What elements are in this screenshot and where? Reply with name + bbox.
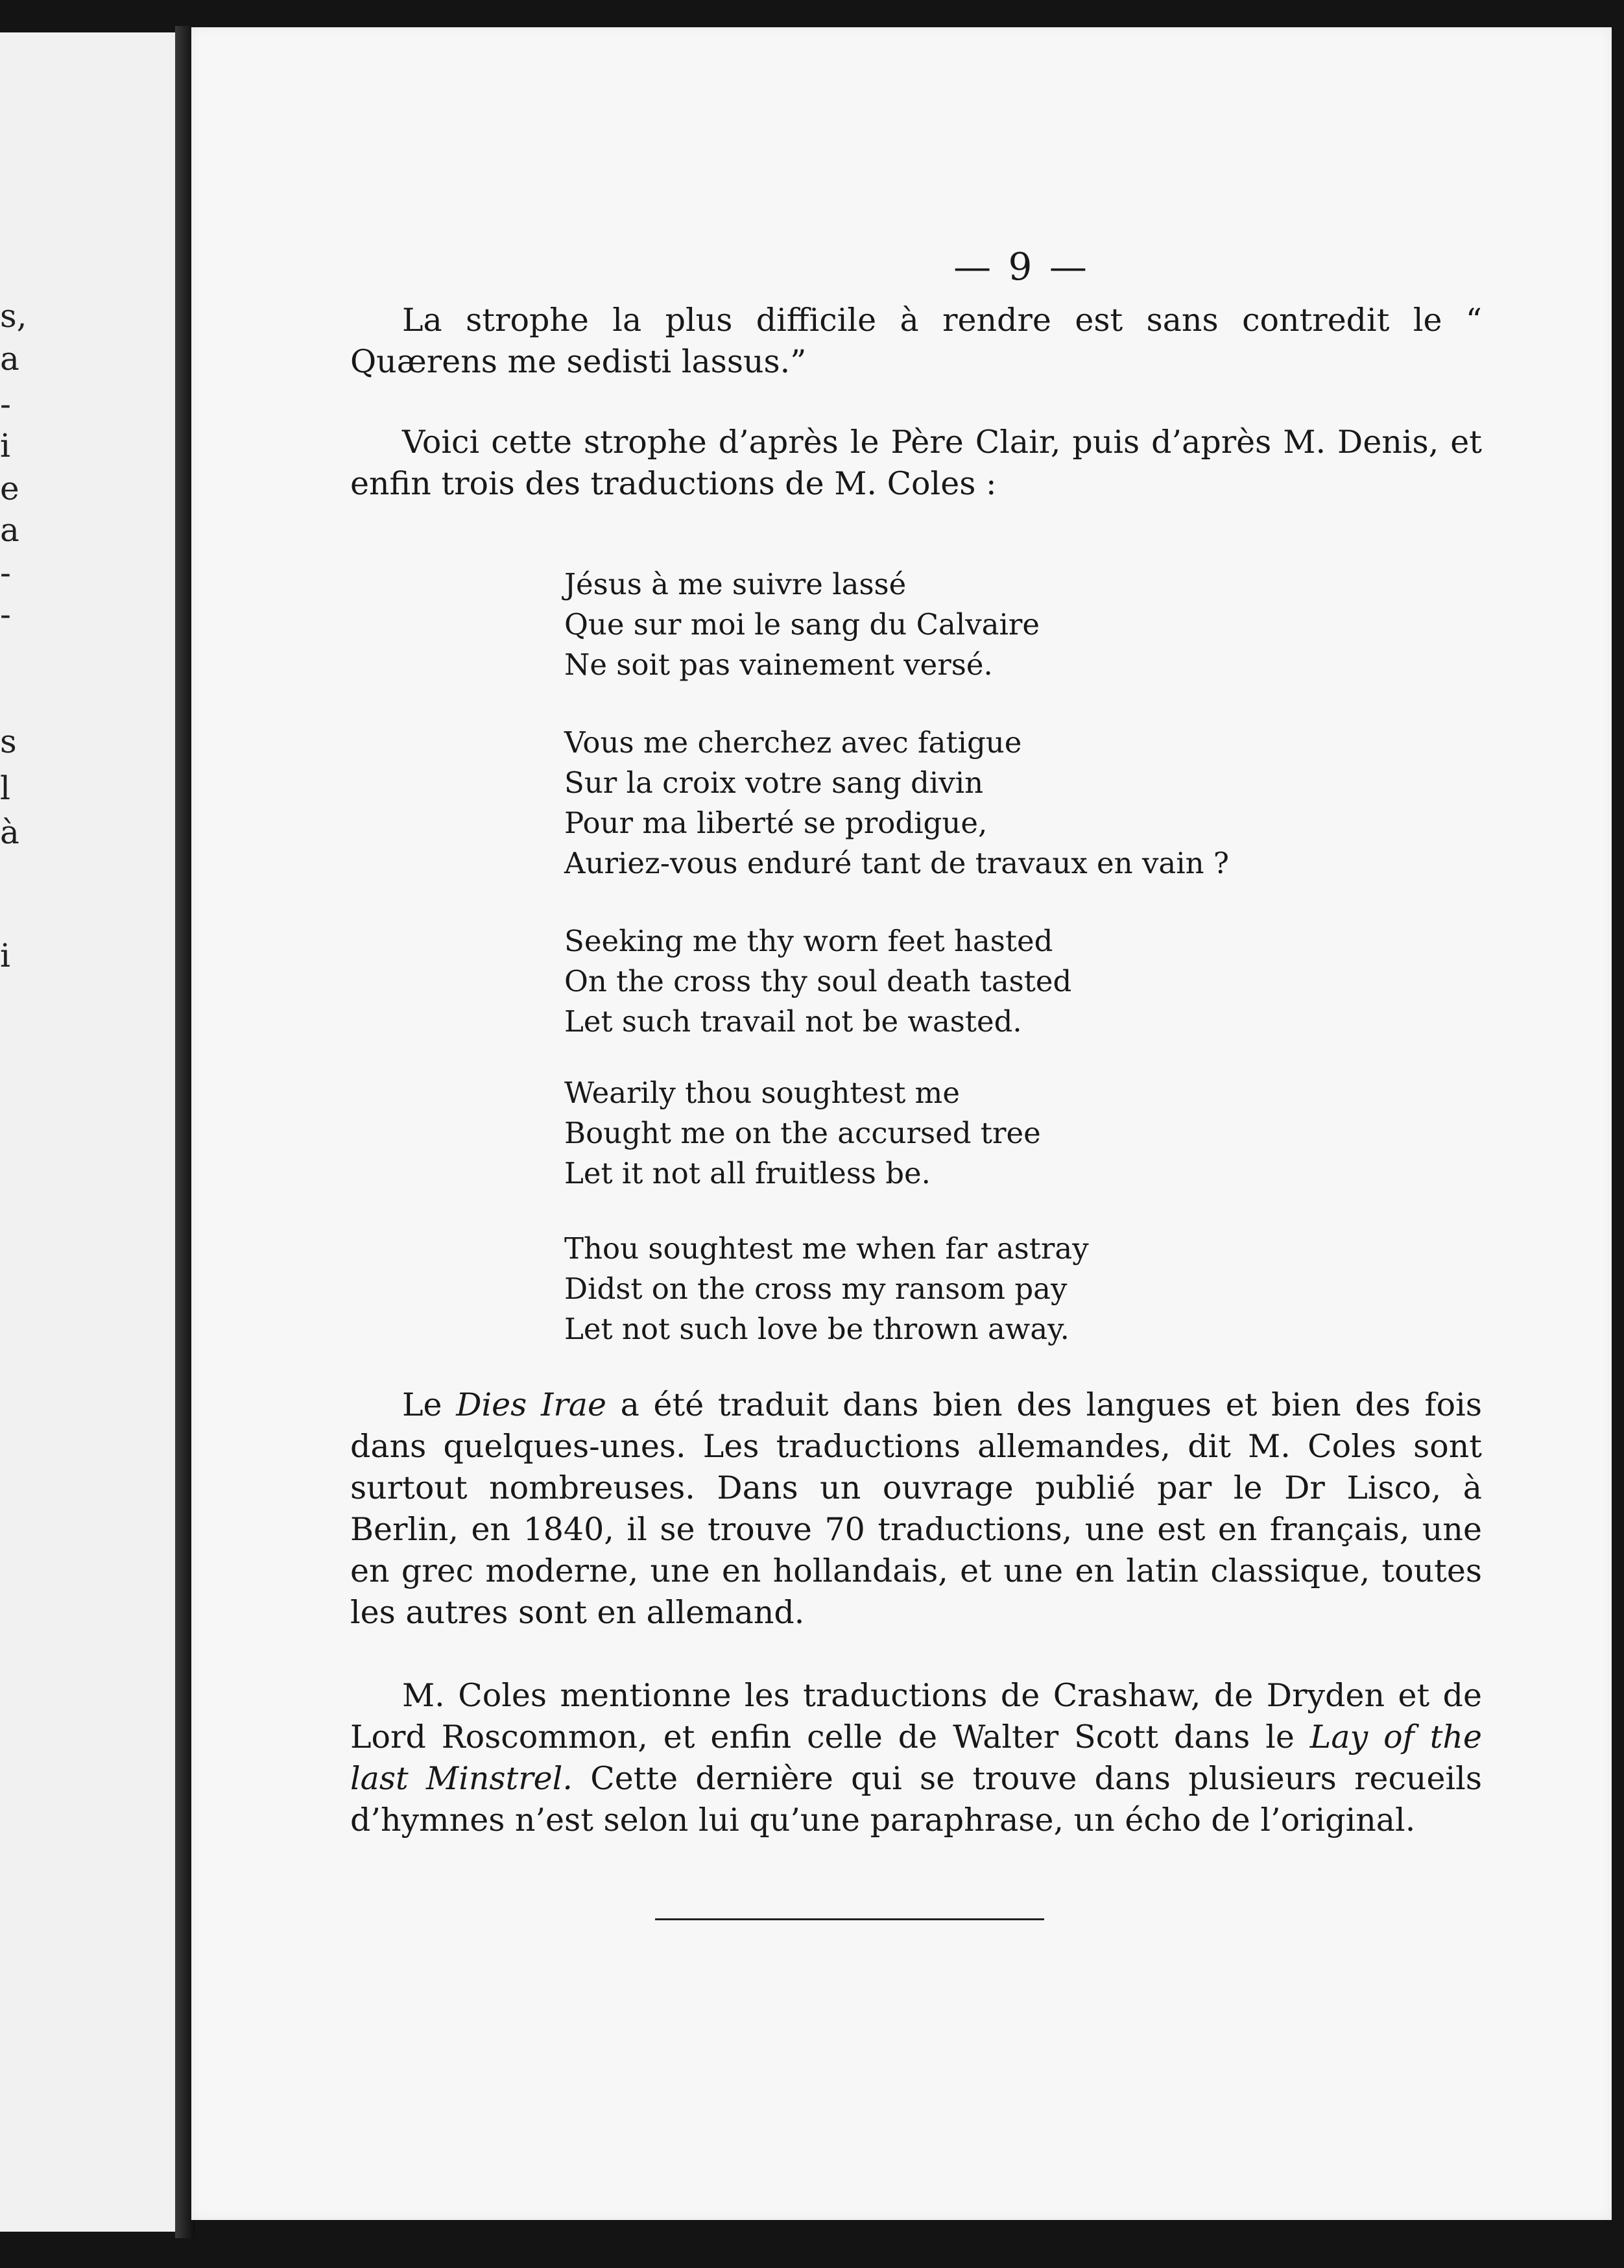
page-number: — 9 — xyxy=(953,245,1090,289)
paragraph-text: a été traduit dans bien des langues et bien des fois dans quelques-unes. Les traductions allemandes, dit M. Coles sont surtout nombreuses. Dans un ouvrage publié par le Dr Lisco, à Berlin, en 1840, il se trouve 70 traductions, une est en français, une en grec moderne, une en hollandais, et une en latin classique, toutes les autres sont en allemand. xyxy=(350,1386,1482,1631)
edge-mark: s, xyxy=(0,297,27,335)
verse-line: Didst on the cross my ransom pay xyxy=(564,1272,1068,1306)
verse-line: Let it not all fruitless be. xyxy=(564,1156,931,1190)
paragraph-text: Voici cette strophe d’après le Père Clair, puis d’après M. Denis, et enfin trois des traductions de M. Coles : xyxy=(350,424,1482,502)
verse-line: On the cross thy soul death tasted xyxy=(564,964,1072,998)
paragraph-italic-title: Dies Irae xyxy=(456,1386,606,1423)
paragraph-text: La strophe la plus difficile à rendre est sans contredit le “ Quærens me sedisti lassus.” xyxy=(350,302,1482,380)
edge-mark: à xyxy=(0,814,19,851)
stanza-coles-3 xyxy=(564,1229,1278,1349)
stanza-m-denis xyxy=(564,723,1278,884)
verse-line: Ne soit pas vainement versé. xyxy=(564,647,993,682)
edge-mark: - xyxy=(0,554,11,592)
edge-mark: e xyxy=(0,470,19,507)
paragraph-strophe-difficulty xyxy=(350,300,1482,383)
stanza-coles-1 xyxy=(564,921,1278,1042)
paragraph-italic-title: Lay of the last Minstrel. xyxy=(350,1719,1482,1797)
edge-mark: a xyxy=(0,511,19,549)
stanza-coles-2 xyxy=(564,1073,1278,1194)
paragraph-text: M. Coles mentionne les traductions de Crashaw, de Dryden et de Lord Roscommon, et enfin celle de Walter Scott dans le xyxy=(350,1677,1482,1755)
paragraph-coles-mentions xyxy=(350,1675,1482,1841)
verse-line: Bought me on the accursed tree xyxy=(564,1116,1041,1150)
page xyxy=(191,27,1612,2220)
verse-line: Let such travail not be wasted. xyxy=(564,1004,1022,1039)
paragraph-text: Cette dernière qui se trouve dans plusieurs recueils d’hymnes n’est selon lui qu’une paraphrase, un écho de l’original. xyxy=(350,1760,1482,1839)
verse-line: Pour ma liberté se prodigue, xyxy=(564,806,988,840)
edge-mark: s xyxy=(0,723,17,760)
verse-line: Vous me cherchez avec fatigue xyxy=(564,725,1022,760)
edge-mark: - xyxy=(0,596,11,633)
paragraph-dies-irae xyxy=(350,1384,1482,1634)
verse-line: Sur la croix votre sang divin xyxy=(564,766,984,800)
edge-mark: - xyxy=(0,385,11,423)
edge-mark: l xyxy=(0,769,10,807)
verse-line: Seeking me thy worn feet hasted xyxy=(564,924,1053,958)
verse-line: Que sur moi le sang du Calvaire xyxy=(564,607,1040,642)
edge-mark: i xyxy=(0,937,10,974)
stanza-pere-clair xyxy=(564,564,1278,685)
edge-mark: a xyxy=(0,340,19,378)
edge-mark: i xyxy=(0,427,10,464)
paragraph-intro-translations xyxy=(350,422,1482,505)
verse-line: Auriez-vous enduré tant de travaux en vain ? xyxy=(564,846,1230,880)
verse-line: Wearily thou soughtest me xyxy=(564,1076,960,1110)
paragraph-text: Le xyxy=(402,1386,457,1423)
verse-line: Thou soughtest me when far astray xyxy=(564,1231,1089,1266)
facing-page-edge xyxy=(0,32,175,2232)
verse-line: Jésus à me suivre lassé xyxy=(564,567,907,601)
verse-line: Let not such love be thrown away. xyxy=(564,1312,1069,1346)
end-rule-divider xyxy=(655,1918,1044,1920)
